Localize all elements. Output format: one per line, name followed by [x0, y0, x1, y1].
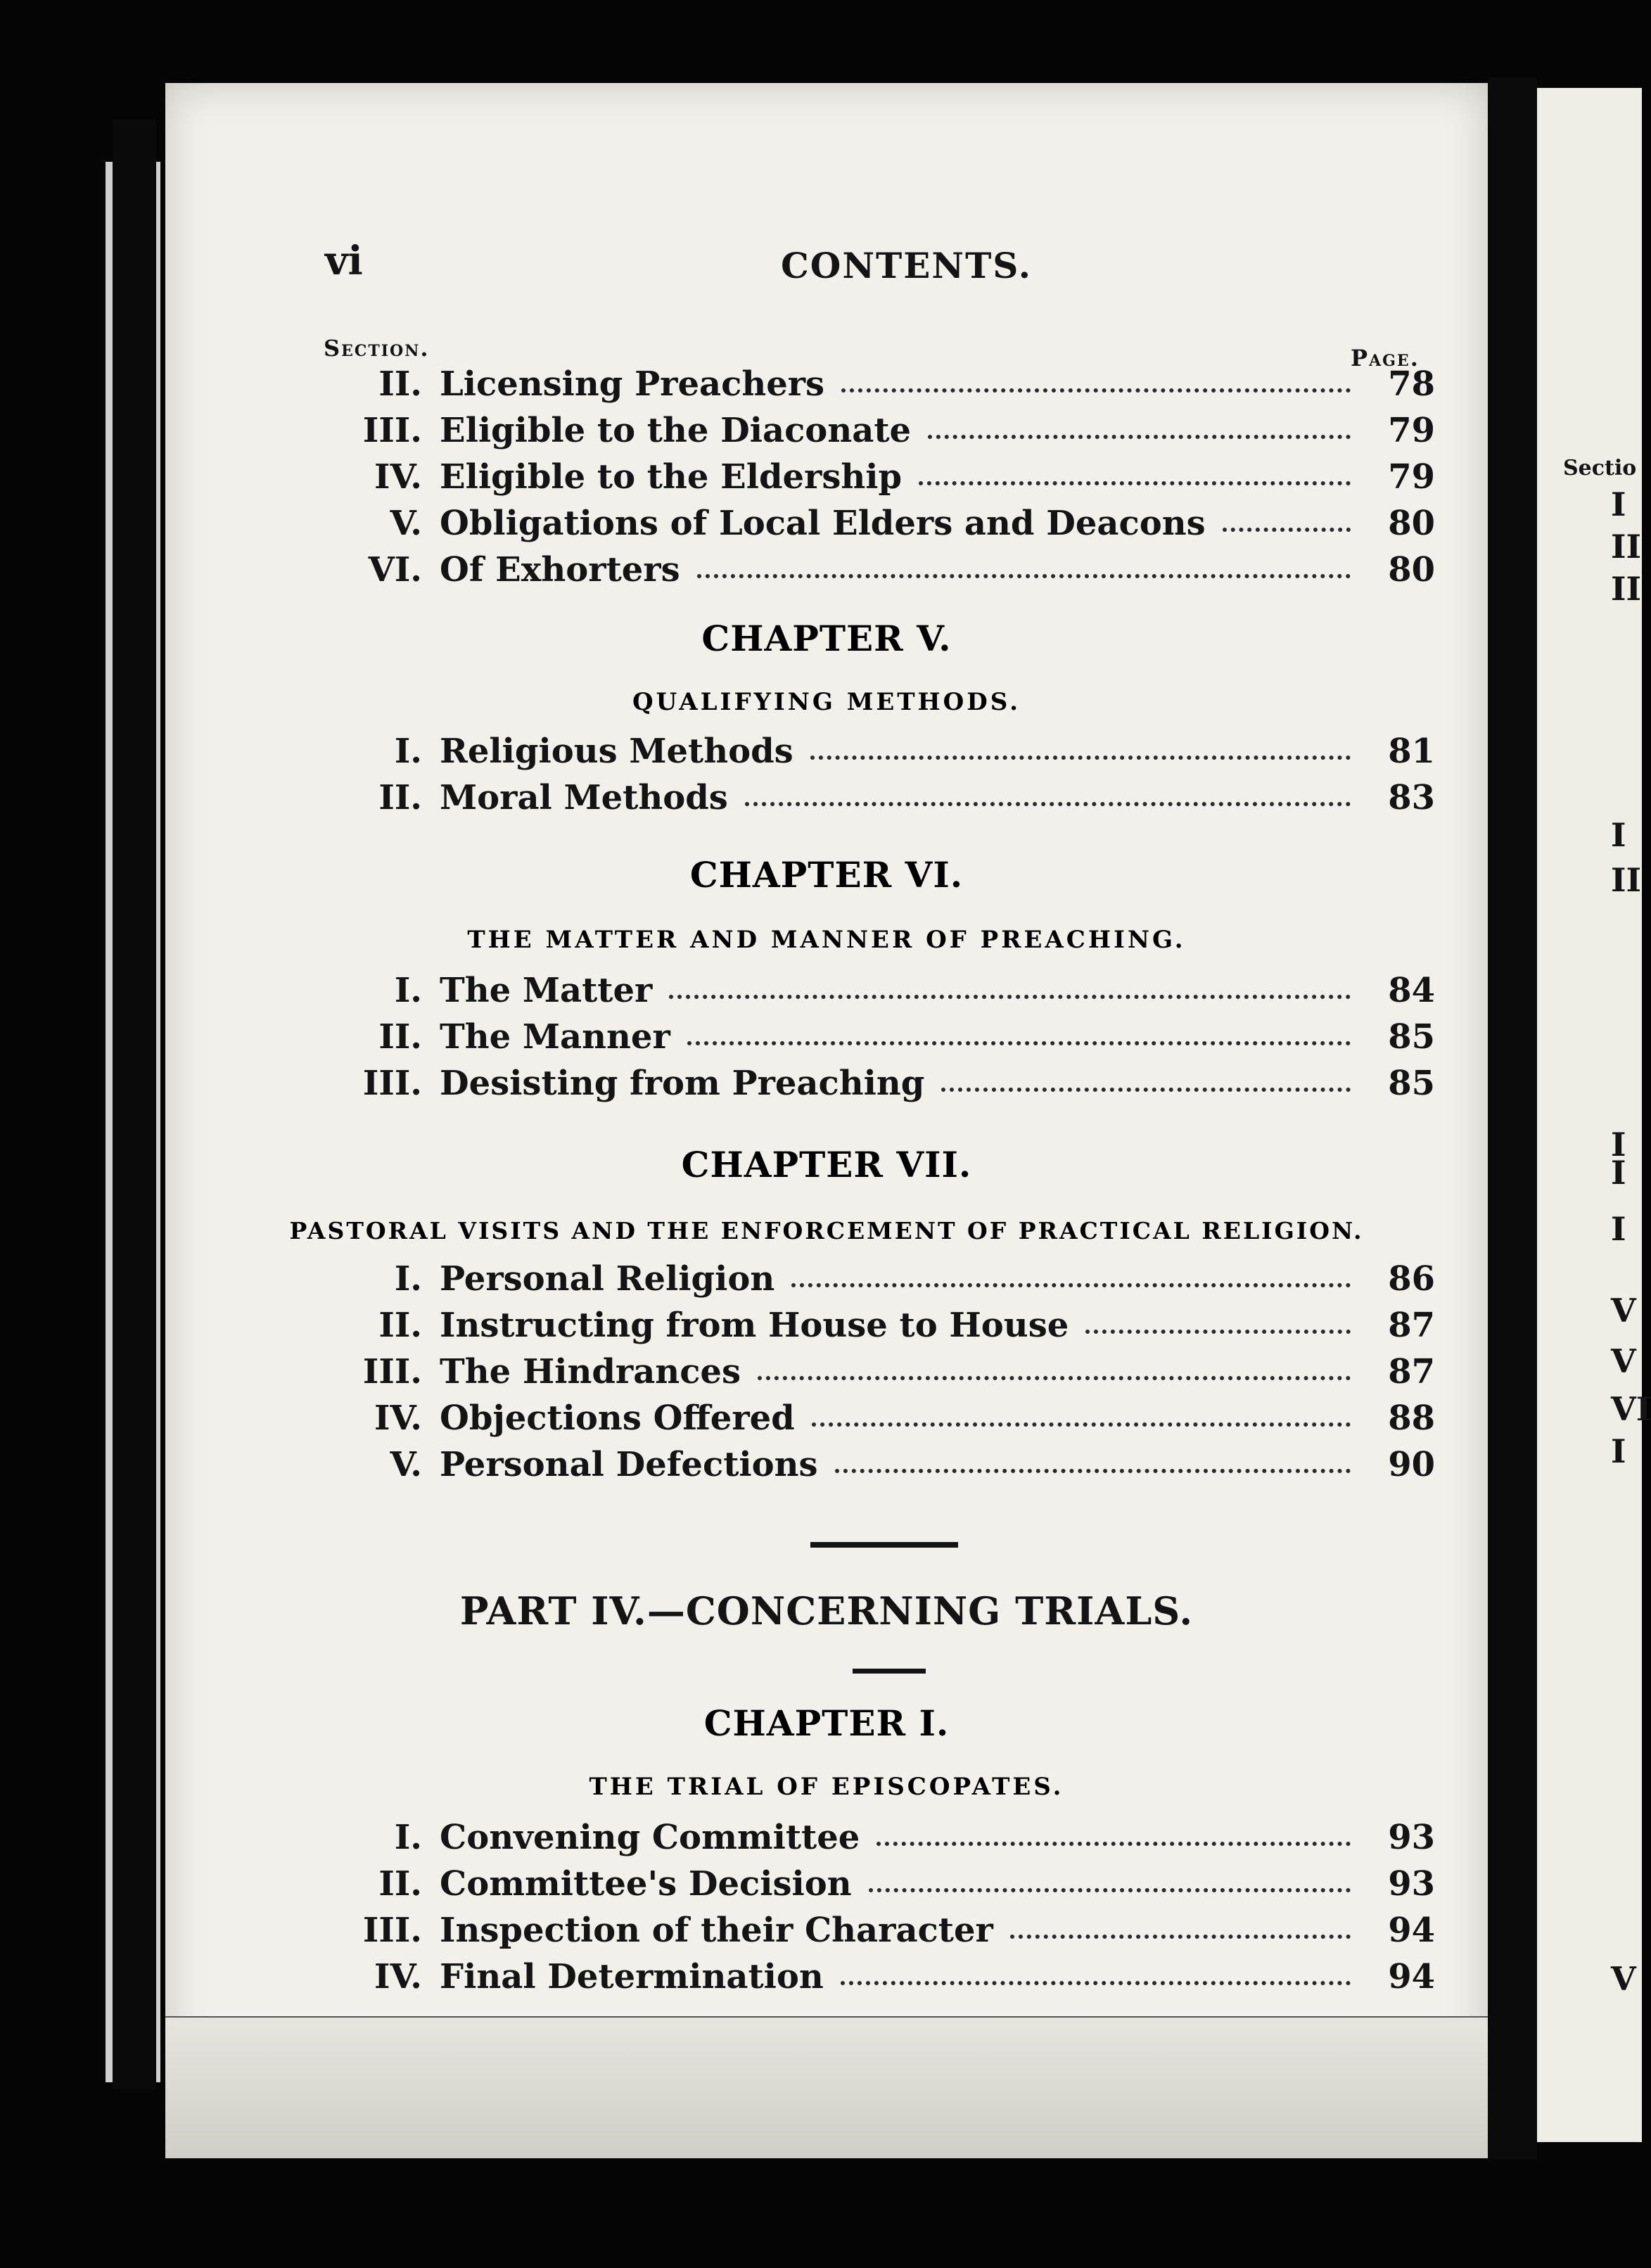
part-separator-rule — [810, 1542, 958, 1548]
entry-page-number: 80 — [1388, 504, 1435, 543]
entry-title: Personal Religion — [440, 1259, 775, 1299]
entry-section-number: I. — [394, 1818, 422, 1857]
page-number: vi — [325, 238, 363, 284]
entry-page-number: 94 — [1388, 1957, 1435, 1996]
entry-page-number: 94 — [1388, 1911, 1435, 1950]
leader-dots — [1085, 1330, 1351, 1334]
facing-page-fragment — [1537, 88, 1642, 2142]
leader-dots — [669, 995, 1351, 999]
facing-page-fragment-text: V — [1611, 1960, 1636, 1998]
leader-dots — [1010, 1935, 1351, 1939]
entry-section-number: II. — [378, 1017, 422, 1057]
chapter-5-heading: CHAPTER V. — [701, 618, 952, 659]
entry-section-number: III. — [362, 411, 422, 450]
entry-page-number: 87 — [1388, 1352, 1435, 1391]
entry-section-number: V. — [390, 504, 422, 543]
entry-page-number: 81 — [1388, 732, 1435, 771]
facing-page-fragment-text: I — [1611, 1154, 1626, 1192]
leader-dots — [812, 1422, 1351, 1427]
entry-section-number: II. — [378, 778, 422, 817]
left-binding-shadow — [113, 120, 156, 2089]
entry-title: Obligations of Local Elders and Deacons — [440, 504, 1206, 543]
entry-section-number: II. — [378, 364, 422, 404]
entry-page-number: 86 — [1388, 1259, 1435, 1299]
leader-dots — [745, 802, 1351, 806]
facing-page-fragment-text: Sectio — [1563, 456, 1637, 480]
leader-dots — [835, 1469, 1351, 1473]
leader-dots — [869, 1888, 1351, 1892]
entry-page-number: 85 — [1388, 1017, 1435, 1057]
section-column-label: Section. — [324, 335, 430, 362]
facing-page-fragment-text: VI — [1611, 1390, 1651, 1428]
facing-page-fragment-text: I — [1611, 1210, 1626, 1248]
entry-title: Of Exhorters — [440, 550, 680, 590]
leader-dots — [919, 481, 1351, 485]
running-title: CONTENTS. — [781, 245, 1033, 286]
entry-title: Convening Committee — [440, 1818, 860, 1857]
leader-dots — [841, 388, 1351, 393]
entry-page-number: 93 — [1388, 1864, 1435, 1904]
leader-dots — [877, 1842, 1351, 1846]
entry-title: Eligible to the Diaconate — [440, 411, 912, 450]
entry-title: Final Determination — [440, 1957, 824, 1996]
facing-page-fragment-text: I — [1611, 1432, 1626, 1470]
entry-title: Licensing Preachers — [440, 364, 825, 404]
entry-title: The Hindrances — [440, 1352, 741, 1391]
entry-title: Personal Defections — [440, 1445, 818, 1484]
entry-section-number: V. — [390, 1445, 422, 1484]
entry-section-number: I. — [394, 1259, 422, 1299]
entry-section-number: I. — [394, 971, 422, 1010]
entry-page-number: 80 — [1388, 550, 1435, 590]
entry-page-number: 79 — [1388, 411, 1435, 450]
facing-page-fragment-text: I — [1611, 485, 1626, 523]
entry-page-number: 79 — [1388, 457, 1435, 497]
leader-dots — [758, 1376, 1351, 1380]
part-4-heading: PART IV.—CONCERNING TRIALS. — [459, 1588, 1194, 1633]
entry-title: Instructing from House to House — [440, 1306, 1069, 1345]
entry-title: The Matter — [440, 971, 653, 1010]
entry-page-number: 90 — [1388, 1445, 1435, 1484]
facing-page-fragment-text: I — [1611, 1126, 1626, 1164]
chapter-7-subtitle: PASTORAL VISITS AND THE ENFORCEMENT OF PRACTICAL RELIGION. — [289, 1217, 1364, 1244]
entry-title: Objections Offered — [440, 1399, 795, 1438]
entry-title: Eligible to the Eldership — [440, 457, 903, 497]
facing-page-fragment-text: V — [1611, 1342, 1636, 1380]
facing-page-fragment-text: II — [1611, 528, 1642, 566]
chapter-5-subtitle: QUALIFYING METHODS. — [632, 688, 1021, 716]
chapter-6-heading: CHAPTER VI. — [689, 854, 964, 896]
part-4-chapter-heading: CHAPTER I. — [703, 1702, 950, 1744]
entry-title: Inspection of their Character — [440, 1911, 993, 1950]
entry-page-number: 88 — [1388, 1399, 1435, 1438]
leader-dots — [810, 756, 1351, 760]
entry-section-number: III. — [362, 1064, 422, 1103]
facing-page-fragment-text: II — [1611, 570, 1642, 608]
leader-dots — [941, 1088, 1351, 1092]
entry-section-number: II. — [378, 1306, 422, 1345]
chapter-7-heading: CHAPTER VII. — [681, 1144, 972, 1185]
leader-dots — [928, 435, 1351, 439]
page-bottom-margin — [165, 2016, 1488, 2158]
facing-page-fragment-text: V — [1611, 1292, 1636, 1330]
page-column-label: Page. — [1351, 345, 1420, 371]
entry-page-number: 84 — [1388, 971, 1435, 1010]
entry-page-number: 83 — [1388, 778, 1435, 817]
entry-title: Moral Methods — [440, 778, 728, 817]
entry-page-number: 93 — [1388, 1818, 1435, 1857]
entry-page-number: 85 — [1388, 1064, 1435, 1103]
entry-section-number: IV. — [374, 1957, 422, 1996]
leader-dots — [687, 1041, 1351, 1045]
gutter-shadow — [1488, 77, 1537, 2160]
chapter-6-subtitle: THE MATTER AND MANNER OF PREACHING. — [467, 926, 1186, 954]
entry-title: The Manner — [440, 1017, 670, 1057]
leader-dots — [791, 1283, 1351, 1287]
entry-section-number: III. — [362, 1911, 422, 1950]
entry-section-number: IV. — [374, 457, 422, 497]
facing-page-fragment-text: I — [1611, 816, 1626, 854]
entry-page-number: 87 — [1388, 1306, 1435, 1345]
entry-page-number: 78 — [1388, 364, 1435, 404]
entry-title: Committee's Decision — [440, 1864, 852, 1904]
leader-dots — [841, 1981, 1351, 1985]
entry-section-number: III. — [362, 1352, 422, 1391]
entry-section-number: IV. — [374, 1399, 422, 1438]
entry-section-number: II. — [378, 1864, 422, 1904]
entry-title: Desisting from Preaching — [440, 1064, 925, 1103]
entry-title: Religious Methods — [440, 732, 793, 771]
entry-section-number: I. — [394, 732, 422, 771]
facing-page-fragment-text: II — [1611, 861, 1642, 899]
entry-section-number: VI. — [368, 550, 422, 590]
short-rule — [853, 1669, 926, 1674]
leader-dots — [1223, 528, 1351, 532]
part-4-subtitle: THE TRIAL OF EPISCOPATES. — [589, 1773, 1064, 1801]
leader-dots — [697, 574, 1351, 578]
